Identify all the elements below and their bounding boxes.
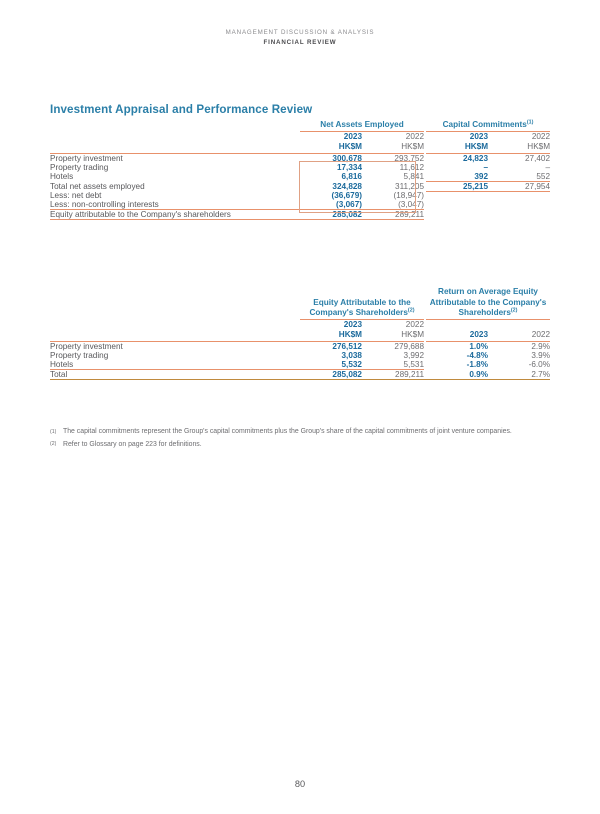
table-row <box>50 360 550 370</box>
cell-cc-2023: 392 <box>426 172 488 182</box>
cell-cc-2023 <box>426 191 488 200</box>
row-label-hotels: Hotels <box>50 359 74 369</box>
cell-nae-2023: 17,334 <box>336 162 362 172</box>
cell-nae-2022: (3,047) <box>398 200 425 209</box>
cell-eq-2022: 279,688 <box>362 341 424 351</box>
row-label-equity-attributable-to-shareholders: Equity attributable to the Company's shareholders <box>50 210 300 220</box>
cell-eq-2022: 5,531 <box>362 360 424 370</box>
spacer-cell <box>50 131 300 153</box>
cell-roe-2022: 3.9% <box>531 350 551 360</box>
table-1-year-header-row <box>50 131 550 153</box>
group-header-capital-commitments: Capital Commitments$^{(1)}$ <box>426 120 550 131</box>
cell-eq-2022: 289,211 <box>362 369 424 379</box>
section-title: Investment Appraisal and Performance Review <box>50 103 313 116</box>
cell-cc-2022 <box>488 191 550 200</box>
cell-cc-2023: – <box>483 162 489 172</box>
cell-nae-2022: (18,947) <box>393 191 425 200</box>
footnote-ref-1: (1) <box>526 119 534 126</box>
row-label-hotels: Hotels <box>50 172 74 181</box>
table-1-body <box>50 153 550 220</box>
row-label-property-investment: Property investment <box>50 153 300 163</box>
cell-cc-2022: 552 <box>488 172 550 182</box>
cell-cc-2022 <box>488 200 550 210</box>
cell-nae-2023: 6,816 <box>341 172 362 181</box>
footnote-2 <box>50 440 550 450</box>
table-2-header <box>50 287 550 341</box>
cell-cc-2022 <box>488 210 550 220</box>
table-row <box>50 369 550 379</box>
col-header-cc-2023: 2023 HK$M <box>464 131 489 151</box>
table-row <box>50 153 550 163</box>
cell-cc-2023 <box>426 210 488 220</box>
table-row <box>50 181 550 191</box>
cell-eq-2023: 5,532 <box>300 360 362 370</box>
table-row <box>50 351 550 360</box>
row-label-less-non-controlling-interests: Less: non-controlling interests <box>50 200 159 209</box>
running-head-line-1: MANAGEMENT DISCUSSION & ANALYSIS <box>225 29 375 36</box>
cell-nae-2023: (36,679) <box>331 191 362 200</box>
table-row <box>50 210 550 220</box>
table-2-body <box>50 341 550 379</box>
footnote-ref-2: (2) <box>407 307 415 314</box>
cell-eq-2023: 3,038 <box>341 350 362 360</box>
cell-nae-2022: 311,205 <box>395 182 425 191</box>
table-1-header <box>50 120 550 153</box>
col-header-eq-2022: 2022 HK$M <box>401 319 425 339</box>
cell-cc-2022: 27,402 <box>488 153 550 163</box>
cell-roe-2023: -1.8% <box>466 360 489 369</box>
row-label-property-trading: Property trading <box>50 350 109 360</box>
table-2-group-header-row <box>50 287 550 319</box>
cell-nae-2023: 300,678 <box>300 153 362 163</box>
cell-eq-2023: 285,082 <box>300 369 362 379</box>
cell-roe-2022: 2.7% <box>488 369 550 379</box>
cell-eq-2023: 276,512 <box>300 341 362 351</box>
cell-roe-2023: 0.9% <box>426 369 488 379</box>
col-header-nae-2023: 2023 HK$M <box>338 131 362 151</box>
group-header-net-assets-employed: Net Assets Employed <box>300 120 424 131</box>
table-row <box>50 163 550 172</box>
cell-roe-2023: 1.0% <box>426 341 488 351</box>
cell-nae-2023: 324,828 <box>332 182 362 191</box>
page-number: 80 <box>294 779 306 789</box>
row-label-property-investment: Property investment <box>50 341 300 351</box>
net-assets-and-capital-commitments-table <box>50 120 550 220</box>
table-row <box>50 200 550 210</box>
row-label-total-net-assets-employed: Total net assets employed <box>50 182 145 191</box>
footnote-1-marker: (1) <box>50 428 57 435</box>
footnotes <box>50 427 550 452</box>
footnote-2-text: Refer to Glossary on page 223 for definitions. <box>63 440 202 448</box>
table-row <box>50 191 550 200</box>
running-head-line-2: FINANCIAL REVIEW <box>263 39 337 46</box>
spacer-cell <box>50 319 300 341</box>
footnote-1 <box>50 427 550 437</box>
col-header-eq-2023: 2023 HK$M <box>338 319 362 339</box>
footnote-2-marker: (2) <box>50 441 57 448</box>
cell-nae-2023: 285,082 <box>300 210 362 220</box>
col-header-roe-2022: 2022 <box>531 330 551 339</box>
row-label-total: Total <box>50 369 300 379</box>
cell-cc-2023 <box>426 200 488 210</box>
col-header-nae-2022: 2022 HK$M <box>401 131 425 151</box>
row-label-less-net-debt: Less: net debt <box>50 191 102 200</box>
col-header-roe-2023: 2023 <box>469 330 489 339</box>
cell-roe-2022: -6.0% <box>528 360 551 369</box>
running-head <box>0 28 600 48</box>
cell-cc-2022: 27,954 <box>488 181 550 191</box>
cell-eq-2022: 3,992 <box>403 350 425 360</box>
cell-nae-2022: 289,211 <box>362 210 424 220</box>
spacer-cell <box>50 120 300 131</box>
equity-and-return-on-average-equity-table <box>50 287 550 380</box>
table-1-group-header-row <box>50 120 550 131</box>
cell-roe-2022: 2.9% <box>488 341 550 351</box>
cell-nae-2022: 5,841 <box>403 172 425 181</box>
footnote-ref-2: (2) <box>510 307 518 314</box>
table-row <box>50 341 550 351</box>
row-label-property-trading: Property trading <box>50 162 109 172</box>
group-header-equity-attributable: Equity Attributable to the Company's Shareholders$^{(2)}$ <box>300 287 424 319</box>
cell-cc-2023: 24,823 <box>426 153 488 163</box>
table-2-grid <box>50 287 550 380</box>
cell-cc-2022: – <box>545 162 551 172</box>
table-row <box>50 172 550 182</box>
table-1-grid <box>50 120 550 220</box>
cell-nae-2023: (3,067) <box>336 200 362 209</box>
table-2-year-header-row <box>50 319 550 341</box>
col-header-cc-2022: 2022 HK$M <box>527 131 551 151</box>
group-header-return-on-average-equity: Return on Average Equity Attributable to the Company's Shareholders$^{(2)}$ <box>426 287 550 319</box>
cell-cc-2023: 25,215 <box>426 181 488 191</box>
footnote-1-text: The capital commitments represent the Group's capital commitments plus the Group's share of the capital commitments of joint venture companies. <box>63 428 512 435</box>
cell-roe-2023: -4.8% <box>466 350 489 360</box>
cell-nae-2022: 293,752 <box>362 153 424 163</box>
spacer-cell <box>50 287 300 319</box>
cell-nae-2022: 11,612 <box>399 162 425 172</box>
